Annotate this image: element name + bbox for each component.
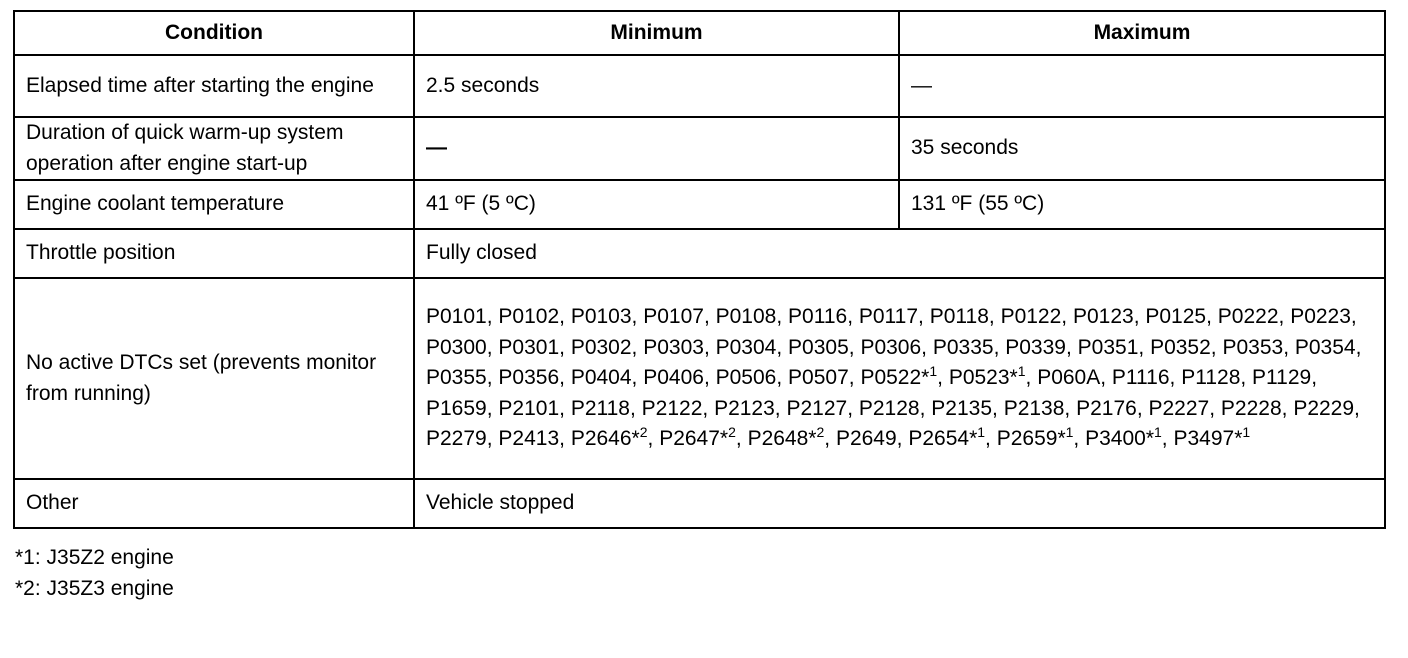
dtc-code (1150, 336, 1211, 359)
minimum-cell: 41 ºF (5 ºC) (414, 180, 899, 229)
dtc-code-text: P2647* (659, 427, 729, 451)
dtc-code (1293, 397, 1354, 420)
dtc-code (571, 366, 632, 389)
dtc-code (908, 424, 986, 451)
dtc-code-text: P0107 (643, 305, 704, 329)
maximum-cell: 131 ºF (55 ºC) (899, 180, 1385, 229)
condition-cell: Engine coolant temperature (14, 180, 414, 229)
dtc-code-text: P2228 (1220, 396, 1282, 420)
dtc-code (426, 336, 487, 359)
dtc-code (426, 305, 487, 328)
dtc-code-text: P0404 (570, 366, 632, 390)
dtc-code (1252, 366, 1311, 389)
maximum-cell: 35 seconds (899, 117, 1385, 180)
footnote-marker: 1 (977, 424, 986, 441)
dtc-code-text: P0304 (715, 335, 777, 359)
dtc-code-text: P2128 (858, 396, 920, 420)
dtc-code (498, 397, 559, 420)
dtc-code (498, 305, 559, 328)
dtc-code (1295, 336, 1356, 359)
dtc-code-text: P0522* (860, 366, 930, 390)
dtc-code (571, 336, 632, 359)
dtc-code-text: P0118 (929, 305, 989, 329)
footnote-marker: 2 (728, 424, 736, 441)
condition-cell: No active DTCs set (prevents monitor from running) (14, 278, 414, 479)
dtc-code (1218, 305, 1279, 328)
dtc-code (1112, 366, 1170, 389)
dtc-code (1222, 336, 1283, 359)
dtc-code (643, 336, 704, 359)
dtc-code (1004, 397, 1065, 420)
dtc-code-text: P3400* (1085, 427, 1154, 451)
footnote-marker: 1 (929, 363, 938, 380)
dtc-code-text: P2123 (714, 396, 775, 420)
dtc-code-text: P2646* (570, 427, 640, 451)
dtc-code (786, 397, 847, 420)
dtc-code (1149, 397, 1210, 420)
dtc-code-text: P0123 (1072, 305, 1134, 329)
dtc-code (571, 397, 630, 420)
dtc-code-text: P2229 (1293, 396, 1355, 420)
footnote-marker: 1 (1065, 424, 1074, 441)
dtc-code-text: P0335 (932, 335, 994, 359)
dtc-code-text: P2135 (931, 396, 993, 420)
dtc-code (788, 305, 847, 328)
dtc-code-text: P0523* (948, 366, 1018, 390)
dtc-code-text: P2101 (498, 396, 560, 420)
dtc-code (716, 305, 777, 328)
table-header-row (14, 11, 1385, 55)
footnote-marker: 2 (639, 424, 648, 441)
maximum-cell: — (899, 55, 1385, 117)
dtc-code (498, 336, 559, 359)
dtc-code (996, 424, 1074, 451)
dtc-code-text: P0351 (1077, 335, 1139, 359)
dtc-code-text: P0353 (1222, 335, 1284, 359)
dtc-code-text: P0355 (426, 366, 487, 390)
condition-cell: Duration of quick warm-up system operation after engine start-up (14, 117, 414, 180)
dtc-code-text: P0356 (498, 366, 560, 390)
dtc-code-text: P2176 (1076, 396, 1137, 420)
header-condition: Condition (14, 11, 414, 55)
table-row (14, 55, 1385, 117)
dtc-code-text: P060A (1037, 366, 1101, 390)
dtc-code (1221, 397, 1282, 420)
dtc-code-text: P2279 (426, 427, 487, 451)
dtc-code (426, 397, 487, 420)
dtc-code (659, 424, 736, 451)
dtc-code-text: P0305 (788, 335, 849, 359)
dtc-code (1085, 424, 1162, 451)
dtc-code-text: P1129 (1252, 366, 1312, 390)
dtc-code-text: P0116 (788, 305, 848, 329)
dtc-code (1076, 397, 1137, 420)
value-cell: Fully closed (414, 229, 1385, 278)
dtc-code-text: P2659* (996, 427, 1066, 451)
dtc-code (859, 397, 920, 420)
dtc-code-text: P0222 (1217, 305, 1279, 329)
dtc-code-text: P0300 (426, 335, 487, 359)
table-row (14, 117, 1385, 180)
footnote-marker: 2 (816, 424, 825, 441)
dtc-code-text: P2413 (498, 427, 560, 451)
dtc-code (1078, 336, 1139, 359)
dtc-code-text: P0306 (860, 335, 922, 359)
dtc-code-text: P0302 (570, 335, 632, 359)
dtc-code (1073, 305, 1134, 328)
dtc-code (859, 305, 918, 328)
minimum-cell: — (414, 117, 899, 180)
dtc-code-text: P0301 (498, 335, 560, 359)
condition-cell: Throttle position (14, 229, 414, 278)
dtc-code-text: P0339 (1005, 335, 1066, 359)
dtc-code (1001, 305, 1062, 328)
dtc-code-text: P1128 (1181, 366, 1241, 390)
dtc-code (933, 336, 994, 359)
dtc-code-text: P3497* (1173, 427, 1243, 451)
dtc-code (642, 397, 703, 420)
footnote-2: *2: J35Z3 engine (15, 576, 174, 600)
dtc-code (1173, 424, 1251, 451)
dtc-code (570, 424, 648, 451)
footnote-marker: 1 (1017, 363, 1026, 380)
dtc-code (1290, 305, 1351, 328)
dtc-code-text: P0103 (570, 305, 632, 329)
dtc-code-text: P0303 (643, 335, 704, 359)
dtc-code-text: P0117 (858, 305, 919, 329)
table-row (14, 229, 1385, 278)
dtc-code-text: P0102 (498, 305, 560, 329)
dtc-code-text: P2649 (835, 427, 897, 451)
table-row (14, 180, 1385, 229)
dtc-code-text: P2118 (570, 396, 630, 420)
dtc-code-text: P0223 (1290, 305, 1351, 329)
table-row (14, 278, 1385, 479)
dtc-code-text: P0108 (715, 305, 777, 329)
header-maximum: Maximum (899, 11, 1385, 55)
dtc-code (1005, 336, 1066, 359)
dtc-code-text: P0507 (788, 366, 849, 390)
dtc-code-text: P2648* (747, 427, 817, 451)
dtc-code (498, 366, 559, 389)
footnote-marker: 1 (1154, 424, 1162, 441)
dtc-code (716, 366, 777, 389)
dtc-code (571, 305, 632, 328)
dtc-code (1181, 366, 1240, 389)
dtc-code-text: P0125 (1145, 305, 1207, 329)
dtc-code (498, 427, 559, 450)
condition-cell: Elapsed time after starting the engine (14, 55, 414, 117)
dtc-code (1145, 305, 1206, 328)
minimum-cell: 2.5 seconds (414, 55, 899, 117)
dtc-code-text: P2127 (786, 396, 848, 420)
dtc-list-cell (414, 278, 1385, 479)
dtc-code-text: P1116 (1111, 366, 1170, 390)
dtc-code-text: P0122 (1000, 305, 1062, 329)
footnotes (13, 543, 1384, 604)
dtc-code-text: P0506 (715, 366, 777, 390)
dtc-code-text: P2122 (641, 396, 703, 420)
dtc-code (1037, 366, 1100, 389)
dtc-code-text: P1659 (426, 396, 487, 420)
footnote-marker: 1 (1242, 424, 1251, 441)
footnote-1: *1: J35Z2 engine (15, 546, 174, 569)
dtc-code (860, 363, 938, 390)
dtc-code-text: P2654* (908, 427, 978, 451)
dtc-code (788, 336, 849, 359)
dtc-code-text: P2227 (1148, 396, 1210, 420)
dtc-code (860, 336, 921, 359)
dtc-code (836, 427, 897, 450)
dtc-code (930, 305, 989, 328)
dtc-code (716, 336, 777, 359)
dtc-code (643, 366, 704, 389)
dtc-code-text: P0101 (426, 305, 487, 329)
dtc-code-text: P0354 (1294, 335, 1356, 359)
condition-table-container (13, 10, 1384, 604)
dtc-code (747, 424, 825, 451)
dtc-code-text: P0406 (643, 366, 704, 390)
condition-cell: Other (14, 479, 414, 528)
dtc-code (788, 366, 849, 389)
dtc-code-list: P0101, P0102, P0103, P0107, P0108, P0116, P0117, P0118, P0122, P0123, P0125, P0222, P0223, P0300, P0301, P0302, P0303, P0304, P0305, P0306, P0335, P0339, P0351, P0352, P0353, P0354, P0355, P0356, P0404, P0406, P0506, P0507, P0522*$^1$, P0523*$^1$, P060A, P1116, P1128, P1129, P1659, P2101, P2118, P2122, P2123, P2127, P2128, P2135, P2138, P2176, P2227, P2228, P2229, P2279, P2413, P2646*$^2$, P2647*$^2$, P2648*$^2$, P2649, P2654*$^1$, P2659*$^1$, P3400*$^1$, P3497*$^1$ (426, 305, 1362, 451)
dtc-code (948, 363, 1026, 390)
dtc-code (931, 397, 992, 420)
value-cell: Vehicle stopped (414, 479, 1385, 528)
dtc-code (714, 397, 775, 420)
header-minimum: Minimum (414, 11, 899, 55)
table-row (14, 479, 1385, 528)
dtc-code (426, 427, 487, 450)
dtc-code-text: P2138 (1003, 396, 1065, 420)
dtc-code-text: P0352 (1150, 335, 1211, 359)
monitor-conditions-table (13, 10, 1386, 529)
dtc-code (643, 305, 704, 328)
dtc-code (426, 366, 487, 389)
